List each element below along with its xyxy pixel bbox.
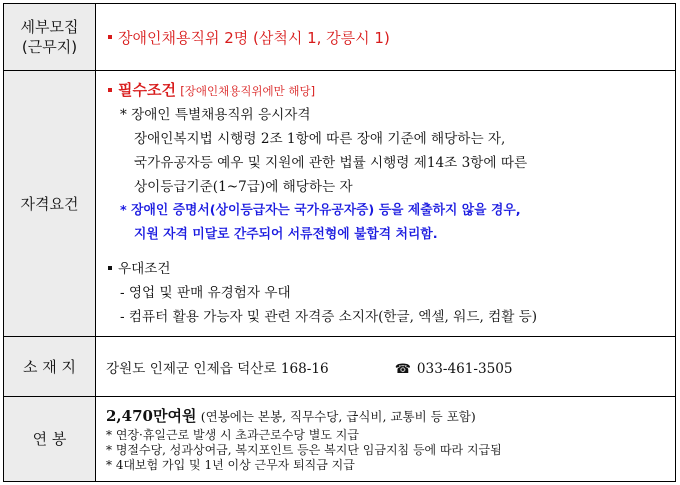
required-item1-line1: 장애인복지법 시행령 2조 1항에 따른 장애 기준에 해당하는 자,: [134, 131, 506, 147]
salary-content: [96, 397, 676, 482]
position-label-line1: 세부모집: [20, 18, 79, 36]
required-item1: * 장애인 특별채용직위 응시자격: [120, 107, 311, 123]
salary-amount: 2,470만여원: [106, 407, 197, 425]
preferred-heading: [106, 257, 675, 281]
preferred-item2: - 컴퓨터 활용 가능자 및 관련 자격증 소지자(한글, 엑셀, 워드, 컴활 등): [120, 309, 538, 325]
position-content: [96, 4, 676, 71]
position-label: [4, 4, 96, 71]
required-item1-line3: 상이등급기준(1~7급)에 해당하는 자: [134, 179, 353, 195]
required-heading: [106, 78, 675, 103]
preferred-title: 우대조건: [118, 261, 171, 277]
position-text: 장애인채용직위 2명 (삼척시 1, 강릉시 1): [118, 28, 390, 47]
salary-label: 연 봉: [4, 397, 96, 482]
salary-note1: * 연장·휴일근로 발생 시 초과근로수당 별도 지급: [106, 428, 359, 442]
square-bullet-icon: [108, 88, 112, 92]
required-title: 필수조건: [118, 81, 176, 99]
location-row: [4, 337, 676, 397]
requirements-label: 자격요건: [4, 71, 96, 337]
location-phone: 033-461-3505: [416, 360, 513, 377]
salary-amount-note: (연봉에는 본봉, 직무수당, 급식비, 교통비 등 포함): [200, 409, 476, 424]
position-label-line2: (근무지): [21, 38, 78, 56]
phone-icon: ☎: [394, 361, 411, 377]
position-text-line: [106, 27, 675, 48]
required-note: [장애인채용직위에만 해당]: [180, 84, 316, 98]
salary-note2: * 명절수당, 성과상여금, 복지포인트 등은 복지단 임금지침 등에 따라 지급됨: [106, 443, 502, 457]
salary-row: [4, 397, 676, 482]
square-bullet-icon: [108, 35, 112, 39]
location-label: 소 재 지: [4, 337, 96, 397]
requirements-row: [4, 71, 676, 337]
salary-note3: * 4대보험 가입 및 1년 이상 근무자 퇴직금 지급: [106, 458, 355, 472]
requirements-content: [96, 71, 676, 337]
notice-line2: 지원 자격 미달로 간주되어 서류전형에 불합격 처리함.: [134, 227, 438, 242]
location-address: 강원도 인제군 인제읍 덕산로 168-16: [106, 360, 329, 377]
square-bullet-icon: [108, 266, 112, 270]
job-posting-table: [3, 3, 676, 482]
preferred-item1: - 영업 및 판매 유경험자 우대: [120, 285, 291, 301]
notice-line1: * 장애인 증명서(상이등급자는 국가유공자증) 등을 제출하지 않을 경우,: [120, 203, 521, 218]
position-row: [4, 4, 676, 71]
required-item1-line2: 국가유공자등 예우 및 지원에 관한 법률 시행령 제14조 3항에 따른: [134, 155, 528, 171]
location-content: [96, 337, 676, 397]
